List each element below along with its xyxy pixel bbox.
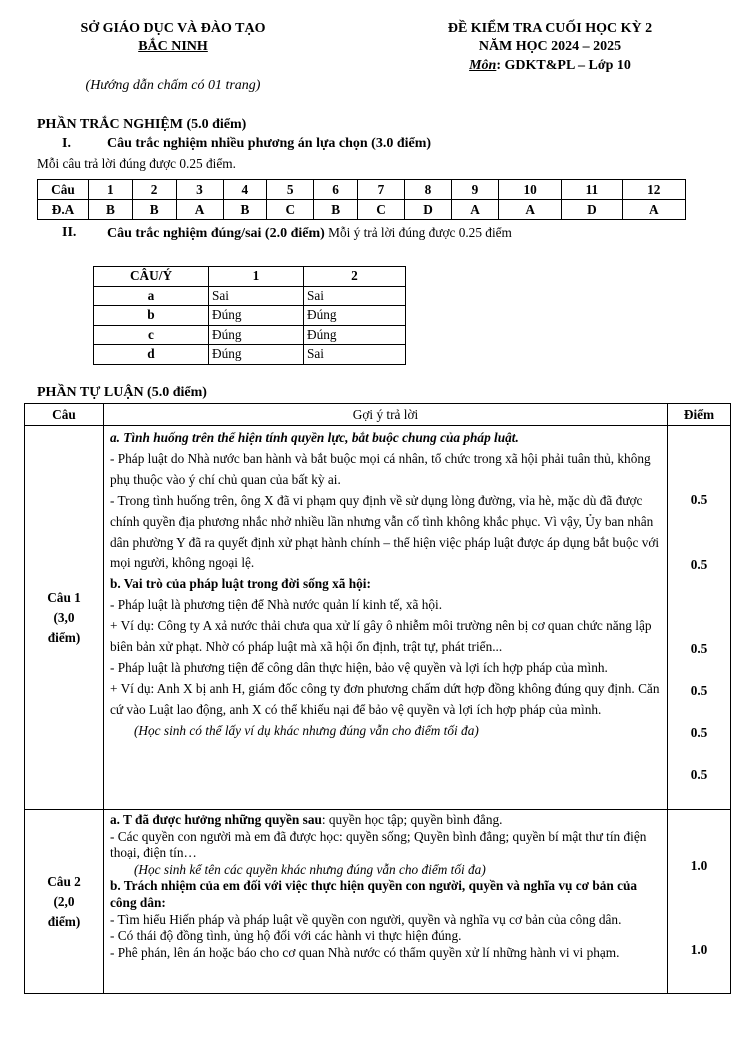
header-province: BẮC NINH [138, 39, 208, 54]
mc-answer: A [176, 200, 223, 220]
q2-point: 1.0 [690, 942, 708, 957]
q2-b-point1: - Tìm hiểu Hiến pháp và pháp luật về quyền con người, quyền và nghĩa vụ cơ bản của công dân. [110, 911, 622, 927]
essay-col-answer: Gợi ý trả lời [104, 404, 668, 426]
header-exam-title: ĐỀ KIỂM TRA CUỐI HỌC KỲ 2 [447, 21, 653, 36]
essay-row-q1 [25, 426, 731, 810]
sec2-heading: Câu trắc nghiệm đúng/sai (2.0 điểm) Mỗi ý trả lời đúng được 0.25 điểm [107, 225, 512, 241]
tf-answer: Đúng [209, 345, 304, 365]
tf-item: b [94, 306, 209, 326]
mc-question: 3 [176, 180, 223, 200]
mc-row-label: Câu [38, 180, 89, 200]
mc-question: 6 [314, 180, 358, 200]
essay-answer-table [24, 403, 731, 994]
tf-answer: Sai [209, 286, 304, 306]
q2-points [668, 810, 731, 994]
q1-point: 0.5 [690, 641, 708, 656]
q2-a-point1: - Các quyền con người mà em đã được học: quyền sống; Quyền bình đẳng; quyền bí mật thư tín điện thoại, điện tín… [110, 828, 647, 861]
q1-point: 0.5 [690, 767, 708, 782]
q2-point: 1.0 [690, 858, 708, 873]
q1-b-point2: - Pháp luật là phương tiện để công dân thực hiện, bảo vệ quyền và lợi ích hợp pháp của mình. [110, 659, 608, 675]
tf-answer: Đúng [304, 306, 406, 326]
mc-answer: B [89, 200, 133, 220]
q1-b-example2: + Ví dụ: Anh X bị anh H, giám đốc công ty đơn phương chấm dứt hợp đồng không đúng quy định. Căn cứ vào Luật lao động, anh X có thể khiếu nại để bảo vệ quyền và lợi ích hợp pháp của mình. [110, 680, 660, 717]
q2-b-point2: - Có thái độ đồng tình, ủng hộ đối với các hành vi thực hiện đúng. [110, 928, 462, 944]
header-subject: Môn: GDKT&PL – Lớp 10 [469, 58, 631, 73]
header-department: SỞ GIÁO DỤC VÀ ĐÀO TẠO [80, 21, 266, 36]
mc-question: 9 [452, 180, 499, 200]
tf-header: 2 [304, 267, 406, 287]
tf-answer: Đúng [209, 325, 304, 345]
tf-answer: Đúng [209, 306, 304, 326]
mc-question: 11 [562, 180, 622, 200]
essay-header-row [25, 404, 731, 426]
sec1-number: I. [62, 136, 71, 151]
mc-question: 8 [405, 180, 452, 200]
q1-b-point1: - Pháp luật là phương tiện để Nhà nước quản lí kinh tế, xã hội. [110, 597, 443, 613]
tf-answer: Sai [304, 286, 406, 306]
mc-question: 12 [622, 180, 686, 200]
sec2-number: II. [62, 225, 77, 240]
mc-answer: B [132, 200, 176, 220]
essay-col-question: Câu [25, 404, 104, 426]
mc-answer: D [562, 200, 622, 220]
mc-question: 10 [499, 180, 562, 200]
q1-b-example1: + Ví dụ: Công ty A xả nước thải chưa qua xử lí gây ô nhiễm môi trường nên bị cơ quan chức năng lập biên bản xử phạt. Nhờ có pháp luật mà xã hội ổn định, trật tự, phát triển... [110, 618, 652, 655]
tf-row [94, 325, 406, 345]
mc-question-row [38, 180, 686, 200]
tf-answer: Đúng [304, 325, 406, 345]
tf-row [94, 345, 406, 365]
mc-answer-table [37, 179, 686, 220]
q1-answer [104, 426, 668, 810]
mc-answer: A [622, 200, 686, 220]
q1-a-point1: - Pháp luật do Nhà nước ban hành và bắt buộc mọi cá nhân, tổ chức trong xã hội phải tuân thủ, không phụ thuộc vào ý chí chủ quan của bất kỳ ai. [110, 450, 651, 487]
mc-question: 1 [89, 180, 133, 200]
mc-question: 5 [267, 180, 314, 200]
tf-item: d [94, 345, 209, 365]
header-school-year: NĂM HỌC 2024 – 2025 [478, 39, 622, 54]
mc-answer: A [452, 200, 499, 220]
header-note: (Hướng dẫn chấm có 01 trang) [85, 78, 261, 93]
sec1-title: Câu trắc nghiệm nhiều phương án lựa chọn (3.0 điểm) [107, 136, 432, 151]
q2-answer [104, 810, 668, 994]
q2-label: Câu 2 (2,0 điểm) [25, 810, 104, 994]
q1-a-title: a. Tình huống trên thể hiện tính quyền lực, bắt buộc chung của pháp luật. [110, 430, 519, 445]
tf-row [94, 306, 406, 326]
q2-a-note: (Học sinh kể tên các quyền khác nhưng đúng vẫn cho điểm tối đa) [134, 861, 486, 877]
q2-b-point3: - Phê phán, lên án hoặc báo cho cơ quan Nhà nước có thẩm quyền xử lí những hành vi vi phạm. [110, 944, 620, 960]
mc-answer: B [314, 200, 358, 220]
tf-header: CÂU/Ý [94, 267, 209, 287]
mc-question: 2 [132, 180, 176, 200]
tf-header-row [94, 267, 406, 287]
tf-row [94, 286, 406, 306]
q1-label: Câu 1 (3,0 điểm) [25, 426, 104, 810]
essay-col-points: Điểm [668, 404, 731, 426]
part2-title: PHẦN TỰ LUẬN (5.0 điểm) [37, 385, 207, 400]
tf-header: 1 [209, 267, 304, 287]
q1-point: 0.5 [690, 492, 708, 507]
q1-points [668, 426, 731, 810]
q1-a-point2: - Trong tình huống trên, ông X đã vi phạm quy định về sử dụng lòng đường, vỉa hè, mặc dù đã được chính quyền địa phương nhắc nhở nhiều lần nhưng vẫn cố tình không khắc phục. Vì vậy, Ủy ban nhân dân phường Y đã ra quyết định xử phạt hành chính – thể hiện việc pháp luật được áp dụng bắt buộc với mọi người, không ngoại lệ. [110, 492, 660, 571]
q1-note: (Học sinh có thể lấy ví dụ khác nhưng đúng vẫn cho điểm tối đa) [134, 722, 479, 738]
essay-row-q2 [25, 810, 731, 994]
q1-b-title: b. Vai trò của pháp luật trong đời sống xã hội: [110, 576, 371, 592]
mc-question: 7 [358, 180, 405, 200]
mc-answer: B [223, 200, 267, 220]
mc-answer-row [38, 200, 686, 220]
mc-answer: D [405, 200, 452, 220]
mc-answer: C [267, 200, 314, 220]
tf-item: a [94, 286, 209, 306]
tf-answer: Sai [304, 345, 406, 365]
sec1-note: Mỗi câu trả lời đúng được 0.25 điểm. [37, 156, 236, 171]
q1-point: 0.5 [690, 725, 708, 740]
mc-answer: A [499, 200, 562, 220]
q2-a-title: a. T đã được hưởng những quyền sau: quyền học tập; quyền bình đẳng. [110, 812, 503, 827]
q1-point: 0.5 [690, 557, 708, 572]
tf-item: c [94, 325, 209, 345]
q2-b-title: b. Trách nhiệm của em đối với việc thực hiện quyền con người, quyền và nghĩa vụ cơ bản của công dân: [110, 878, 638, 910]
mc-row-label: Đ.A [38, 200, 89, 220]
true-false-table [93, 266, 406, 365]
q1-point: 0.5 [690, 683, 708, 698]
mc-answer: C [358, 200, 405, 220]
part1-title: PHẦN TRẮC NGHIỆM (5.0 điểm) [37, 117, 247, 132]
mc-question: 4 [223, 180, 267, 200]
